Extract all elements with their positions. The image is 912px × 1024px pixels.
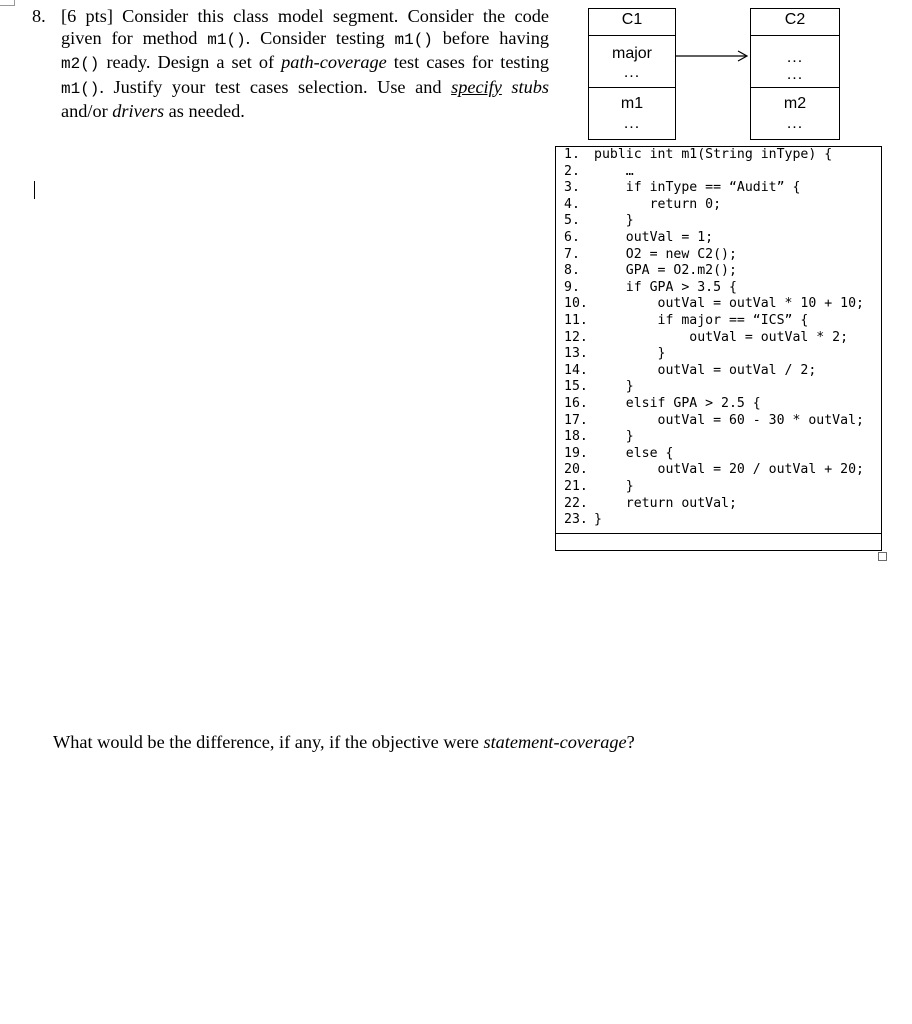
line-source: outVal = outVal / 2; [594,362,817,378]
resize-handle[interactable] [878,552,887,561]
term-path-coverage: path-coverage [281,52,387,73]
question-points: [6 pts] [61,6,113,26]
class-c2-operation: m2 [783,95,807,112]
class-c1-divider [589,87,675,88]
page-corner-mark [0,0,15,6]
line-number: 21. [564,479,588,494]
term-drivers: drivers [112,100,165,121]
line-source: else { [594,445,674,461]
question-text: [6 pts] Consider this class model segment. Consider the code given for method m1(). Consider testing m1() before having m2() ready. Design a set of path-coverage test cases for testing m1(). Justify your test cases selection. Use and specify stubs and/or drivers as needed. [61,6,549,121]
association-arrow [675,50,748,62]
line-number: 23. [564,512,588,528]
code-m1: m1() [394,31,433,50]
term-statement-coverage: statement-coverage [483,732,627,752]
class-c2-divider [751,35,839,36]
line-source: … [594,163,634,179]
text-cursor [34,181,35,199]
line-source: } [594,213,634,229]
line-number: 5. [564,213,580,229]
term-specify: specify [451,76,502,97]
followup-question: What would be the difference, if any, if the objective were statement-coverage? [53,732,635,752]
code-m1: m1() [61,79,100,98]
class-c1-box [588,8,676,140]
line-source: return outVal; [594,495,737,511]
class-c1-divider [589,35,675,36]
line-number: 18. [564,429,588,445]
line-source: if inType == “Audit” { [594,180,801,196]
class-c1-operation: m1 [620,95,644,112]
class-c2-divider [751,87,839,88]
question-number: 8. [32,6,46,26]
line-source: GPA = O2.m2(); [594,263,737,279]
line-number: 16. [564,396,588,411]
line-source: outVal = 60 - 30 * outVal; [594,412,864,428]
line-source: outVal = 1; [594,230,714,245]
code-listing-box [555,146,882,551]
line-number: 17. [564,412,588,428]
line-source: if major == “ICS” { [594,313,809,328]
line-source: outVal = outVal * 10 + 10; [594,296,864,312]
line-source: } [594,346,666,362]
line-source: } [594,479,634,494]
line-source: elsif GPA > 2.5 { [594,396,761,411]
line-number: 3. [564,180,580,196]
line-number: 2. [564,163,580,179]
line-source: outVal = outVal * 2; [594,329,849,345]
line-number: 10. [564,296,588,312]
line-number: 1. [564,147,580,162]
line-number: 8. [564,263,580,279]
code-m1: m1() [207,31,246,50]
line-number: 9. [564,279,580,295]
line-number: 20. [564,462,588,478]
line-number: 7. [564,246,580,262]
line-source: } [594,379,634,395]
line-source: return 0; [594,196,722,212]
term-stubs: stubs [511,76,549,97]
line-number: 15. [564,379,588,395]
line-source: outVal = 20 / outVal + 20; [594,462,864,478]
line-number: 13. [564,346,588,362]
line-number: 12. [564,329,588,345]
class-c2-operation-ellipsis: ... [786,115,804,132]
class-c1-attribute: major [611,45,652,62]
line-number: 11. [564,313,588,328]
class-c1-attribute-ellipsis: ... [623,64,641,81]
code-m2: m2() [61,55,100,74]
line-number: 19. [564,445,588,461]
line-number: 22. [564,495,588,511]
line-number: 4. [564,196,580,212]
line-source: public int m1(String inType) { [594,147,833,162]
line-source: if GPA > 3.5 { [594,279,737,295]
class-c2-box [750,8,840,140]
line-number: 14. [564,362,588,378]
code-box-bottom-rule [556,533,881,534]
class-c1-name: C1 [621,11,643,28]
line-number: 6. [564,230,580,245]
line-source: } [594,429,634,445]
class-c2-name: C2 [784,11,806,28]
line-source: } [594,512,602,528]
class-c2-attribute-ellipsis: ... [786,49,804,66]
line-source: O2 = new C2(); [594,246,737,262]
class-c1-operation-ellipsis: ... [623,115,641,132]
class-c2-attribute-ellipsis: ... [786,66,804,83]
